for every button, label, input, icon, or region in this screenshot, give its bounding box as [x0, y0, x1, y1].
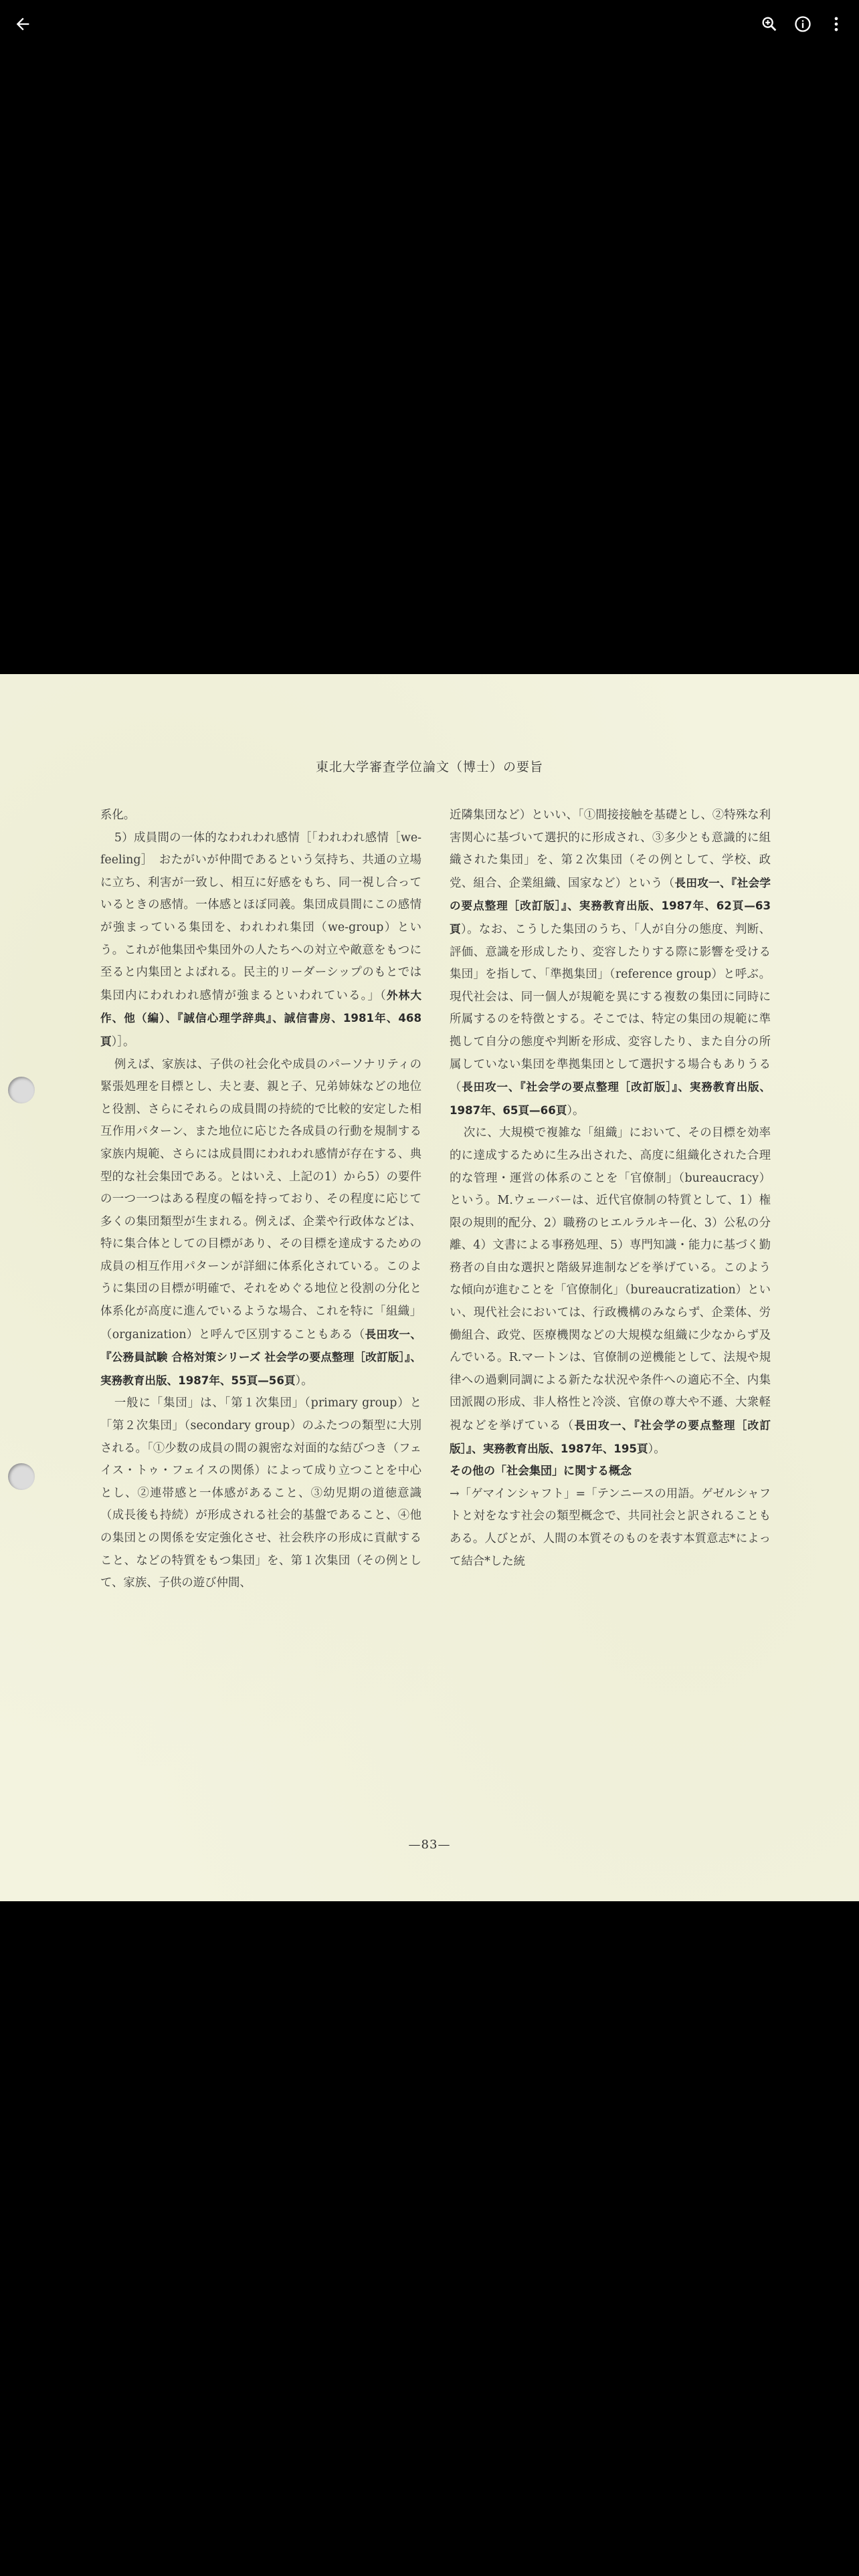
text-run: ）。	[648, 1442, 666, 1456]
paragraph	[100, 1054, 421, 1393]
text-run: ）。	[295, 1374, 313, 1388]
text-run: その他の「社会集団」に関する概念	[450, 1465, 632, 1479]
citation: 長田攻一、『社会学の要点整理［改訂版］』、実務教育出版、1987年、195頁	[450, 1419, 771, 1455]
viewer-toolbar	[0, 0, 859, 48]
paragraph	[450, 1483, 771, 1573]
text-run: ）］。	[111, 1035, 135, 1049]
info-button[interactable]	[787, 8, 819, 40]
text-run: 次に、大規模で複雑な「組織」において、その目標を効率的に達成するために生み出された、高度に組織化された合理的な管理・運営の体系のことを「官僚制」（bureaucracy）という。M.ウェーバーは、近代官僚制の特質として、1）権限の規則的配分、2）職務のヒエルラルキー化、3）公私の分離、4）文書による事務処理、5）専門知識・能力に基づく勤務者の自由な選択と階級昇進制などを挙げている。このような傾向が進むことを「官僚制化」（bureaucratization）といい、現代社会においては、行政機構のみならず、企業体、労働組合、政党、医療機関などの大規模な組織に少なからず及んでいる。R.マートンは、官僚制の逆機能として、法規や規律への過剰同調による新たな状況や条件への適応不全、内集団派閥の形成、非人格性と冷淡、官僚の尊大や不遜、大衆軽視などを挙げている（	[450, 1126, 771, 1433]
text-run: →「ゲマインシャフト」=「テンニースの用語。ゲゼルシャフトと対をなす社会の類型概念で、共同社会と訳されることもある。人びとが、人間の本質そのものを表す本質意志*によって結合*した統	[450, 1487, 771, 1568]
punch-hole-bottom	[8, 1463, 35, 1490]
paragraph	[100, 1392, 421, 1594]
citation: 外林大作、他（編）、『誠信心理学辞典』、誠信書房、1981年、468頁	[100, 988, 421, 1048]
punch-hole-top	[8, 1077, 35, 1103]
zoom-in-icon	[760, 15, 779, 33]
right-column	[450, 804, 771, 1573]
text-run: ）。なお、こうした集団のうち、「人が自分の態度、判断、評価、意識を形成したり、変容したりする際に影響を受ける集団」を指して、「準拠集団」（reference group）と呼ぶ。現代社会は、同一個人が規範を異にする複数の集団に同時に所属するのを特徴とする。そこでは、特定の集団の規範に準拠して自分の態度や判断を形成、変容したり、また自分の所属していない集団を準拠集団として選択する場合もありうる（	[450, 922, 771, 1095]
text-run: 例えば、家族は、子供の社会化や成員のパーソナリティの緊張処理を目標とし、夫と妻、親と子、兄弟姉妹などの地位と役割、さらにそれらの成員間の持続的で比較的安定した相互作用パターン、また地位に応じた各成員の行動を規制する家族内規範、さらには成員間にわれわれ感情が存在する、典型的な社会集団である。とはいえ、上記の1）から5）の要件の一つ一つはある程度の幅を持っており、その程度に応じて多くの集団類型が生まれる。例えば、企業や行政体などは、特に集合体としての目標があり、その目標を達成するための成員の相互作用パターンが詳細に体系化されている。このように集団の目標が明確で、それをめぐる地位と役割の分化と体系化が高度に進んでいるような場合、これを特に「組織」（organization）と呼んで区別することもある（	[100, 1057, 421, 1341]
page-header: 東北大学審査学位論文（博士）の要旨	[315, 760, 543, 774]
citation: 長田攻一、『社会学の要点整理［改訂版］』、実務教育出版、1987年、62頁—63頁	[450, 876, 771, 936]
left-column	[100, 804, 421, 1595]
text-run: ）。	[567, 1103, 585, 1117]
more-options-button[interactable]	[820, 8, 852, 40]
info-icon	[793, 15, 812, 33]
zoom-button[interactable]	[753, 8, 785, 40]
citation: 長田攻一、『公務員試験 合格対策シリーズ 社会学の要点整理［改訂版］』、実務教育出版、1987年、55頁—56頁	[100, 1327, 421, 1387]
paragraph	[100, 804, 421, 827]
page-number: —83—	[408, 1838, 451, 1852]
paragraph	[450, 1122, 771, 1461]
text-run: 系化。	[100, 809, 136, 822]
back-button[interactable]	[7, 8, 39, 40]
text-run: 5）成員間の一体的なわれわれ感情［「われわれ感情［we-feeling］ おたがいが仲間であるという気持ち、共通の立場に立ち、利害が一致し、相互に好感をもち、同一視し合っているときの感情。一体感とほぼ同義。集団成員間にこの感情が強まっている集団を、われわれ集団（we-group）という。これが他集団や集団外の人たちへの対立や敵意をもつに至ると内集団とよばれる。民主的リーダーシップのもとでは集団内にわれわれ感情が強まるといわれている。」（	[100, 831, 421, 1002]
arrow-left-icon	[13, 15, 32, 33]
text-run: 近隣集団など）といい、「①間接接触を基礎とし、②特殊な利害関心に基づいて選択的に形成され、③多少とも意識的に組織された集団」を、第２次集団（その例として、学校、政党、組合、企業組織、国家など）という（	[450, 809, 771, 890]
text-run: 一般に「集団」は、「第１次集団」（primary group）と「第２次集団」（secondary group）のふたつの類型に大別される。「①少数の成員の間の親密な対面的な結びつき（フェイス・トゥ・フェイスの関係）によって成り立つことを中心とし、②連帯感と一体感があること、③幼児期の道徳意識（成長後も持続）が形成される社会的基盤であること、④他の集団との関係を安定強化させ、社会秩序の形成に貢献すること、などの特質をもつ集団」を、第１次集団（その例として、家族、子供の遊び仲間、	[100, 1396, 421, 1590]
paragraph	[450, 804, 771, 1122]
section-heading	[450, 1461, 771, 1483]
document-page	[0, 674, 859, 1901]
more-vertical-icon	[827, 15, 846, 33]
citation: 長田攻一、『社会学の要点整理［改訂版］』、実務教育出版、1987年、65頁—66頁	[450, 1081, 771, 1117]
paragraph	[100, 827, 421, 1054]
